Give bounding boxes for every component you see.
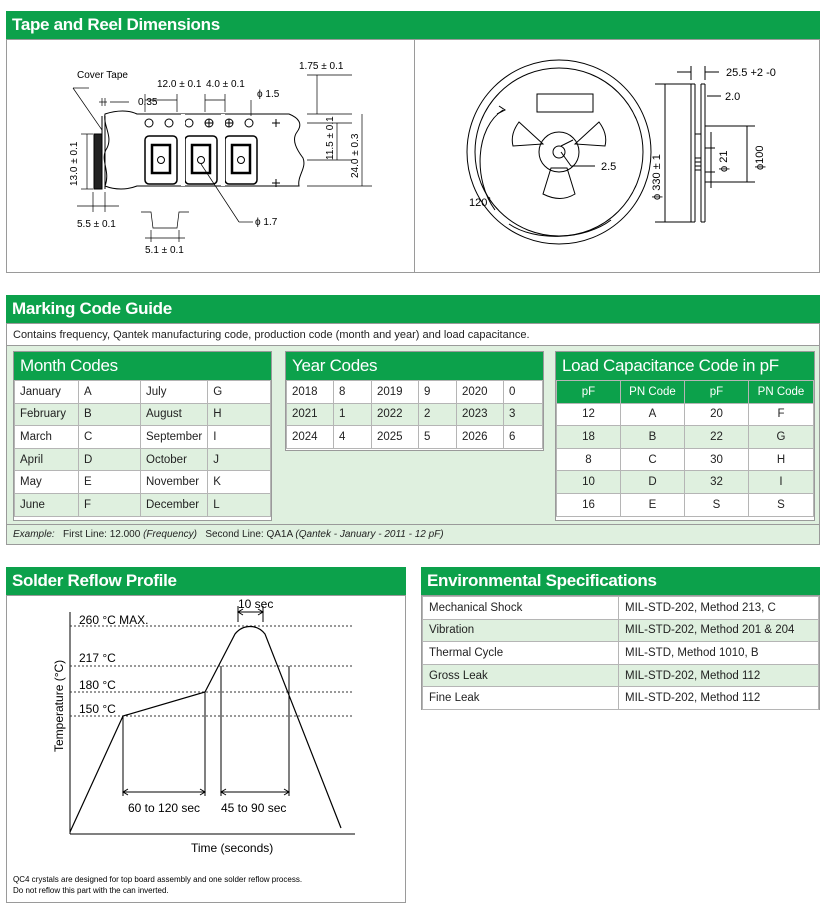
month-codes-cell: July (141, 381, 208, 404)
month-codes-row (15, 493, 271, 516)
reflow-note-2: Do not reflow this part with the can inverted. (13, 886, 169, 895)
load-cap-cell: H (749, 448, 814, 471)
year-codes-cell: 0 (504, 381, 543, 404)
month-codes-cell: November (141, 471, 208, 494)
load-cap-column-header: PN Code (621, 381, 685, 404)
year-codes-cell: 3 (504, 403, 543, 426)
label-phi-21: ϕ 21 (718, 150, 730, 172)
month-codes-cell: February (15, 403, 79, 426)
month-codes-cell: June (15, 493, 79, 516)
month-codes-cell: K (208, 471, 271, 494)
label-cover-tape: Cover Tape (77, 70, 128, 81)
month-codes-cell: G (208, 381, 271, 404)
label-preheat: 60 to 120 sec (128, 801, 201, 815)
load-cap-cell: C (621, 448, 685, 471)
label-217: 217 °C (79, 651, 116, 665)
label-12-0: 12.0 ± 0.1 (157, 79, 202, 90)
label-phi-1-7: ϕ 1.7 (255, 217, 278, 228)
load-cap-cell: A (621, 403, 685, 426)
env-header (421, 567, 820, 595)
label-2-5: 2.5 (601, 161, 617, 173)
month-codes-cell: September (141, 426, 208, 449)
month-codes-title: Month Codes (20, 356, 118, 375)
example-first-note: (Frequency) (143, 529, 197, 540)
label-24-0: 24.0 ± 0.3 (350, 133, 361, 178)
label-5-1: 5.1 ± 0.1 (145, 245, 184, 256)
label-11-5: 11.5 ± 0.1 (325, 116, 336, 160)
label-1-75: 1.75 ± 0.1 (299, 61, 344, 72)
month-codes-cell: E (79, 471, 141, 494)
example-second-line: Second Line: QA1A (205, 529, 293, 540)
year-codes-cell: 5 (419, 426, 457, 449)
year-codes-cell: 2022 (372, 403, 419, 426)
year-codes-box (285, 351, 544, 451)
year-codes-cell: 2 (419, 403, 457, 426)
month-codes-cell: C (79, 426, 141, 449)
month-codes-cell: B (79, 403, 141, 426)
load-cap-box (555, 351, 815, 521)
reflow-title: Solder Reflow Profile (12, 571, 177, 590)
reflow-chart (7, 596, 405, 902)
load-cap-cell: 32 (685, 471, 749, 494)
year-codes-row (287, 426, 543, 449)
year-codes-title: Year Codes (292, 356, 378, 375)
month-codes-cell: L (208, 493, 271, 516)
month-codes-row (15, 448, 271, 471)
load-cap-cell: 8 (557, 448, 621, 471)
month-codes-row (15, 403, 271, 426)
load-cap-header-row (557, 381, 814, 404)
month-codes-cell: I (208, 426, 271, 449)
env-cell: Thermal Cycle (423, 642, 619, 665)
month-codes-cell: A (79, 381, 141, 404)
load-cap-title: Load Capacitance Code in pF (562, 356, 779, 375)
label-10-sec: 10 sec (238, 597, 274, 611)
env-title: Environmental Specifications (427, 571, 657, 590)
example-second-note: (Qantek - January - 2011 - 12 pF) (295, 529, 444, 540)
month-codes-cell: F (79, 493, 141, 516)
year-codes-cell: 2025 (372, 426, 419, 449)
env-cell: Mechanical Shock (423, 597, 619, 620)
label-5-5: 5.5 ± 0.1 (77, 219, 116, 230)
year-codes-cell: 2023 (457, 403, 504, 426)
label-25-5: 25.5 +2 -0 (726, 67, 776, 79)
label-180: 180 °C (79, 678, 116, 692)
year-codes-cell: 2021 (287, 403, 334, 426)
load-cap-column-header: pF (557, 381, 621, 404)
month-codes-cell: April (15, 448, 79, 471)
load-cap-cell: I (749, 471, 814, 494)
year-codes-cell: 6 (504, 426, 543, 449)
month-codes-cell: August (141, 403, 208, 426)
month-codes-cell: January (15, 381, 79, 404)
env-panel (421, 595, 820, 710)
year-codes-row (287, 381, 543, 404)
label-4-0: 4.0 ± 0.1 (206, 79, 245, 90)
load-cap-cell: 30 (685, 448, 749, 471)
month-codes-cell: D (79, 448, 141, 471)
year-codes-cell: 9 (419, 381, 457, 404)
load-cap-cell: B (621, 426, 685, 449)
month-codes-cell: J (208, 448, 271, 471)
example-first-line: First Line: 12.000 (63, 529, 141, 540)
month-codes-row (15, 471, 271, 494)
load-cap-row (557, 471, 814, 494)
label-peak: 260 °C MAX. (79, 613, 149, 627)
env-row (423, 597, 819, 620)
load-cap-cell: 12 (557, 403, 621, 426)
marking-example-bar (7, 524, 819, 544)
month-codes-table (14, 380, 271, 517)
month-codes-box (13, 351, 272, 521)
month-codes-cell: December (141, 493, 208, 516)
year-codes-cell: 2026 (457, 426, 504, 449)
marking-description-bar (7, 324, 819, 346)
year-codes-cell: 2018 (287, 381, 334, 404)
year-codes-cell: 1 (334, 403, 372, 426)
load-cap-row (557, 403, 814, 426)
load-cap-column-header: PN Code (749, 381, 814, 404)
label-120-deg: 120˚ (469, 197, 492, 209)
env-table (422, 596, 819, 710)
env-cell: MIL-STD-202, Method 201 & 204 (619, 619, 819, 642)
reflow-header (6, 567, 406, 595)
year-codes-header (286, 352, 543, 380)
load-cap-cell: S (749, 493, 814, 516)
reel-drawing (415, 40, 821, 272)
load-cap-cell: G (749, 426, 814, 449)
load-cap-cell: 20 (685, 403, 749, 426)
label-phi-330: ϕ 330 ± 1 (651, 154, 663, 200)
label-13-0: 13.0 ± 0.1 (69, 141, 80, 186)
load-cap-cell: E (621, 493, 685, 516)
load-cap-header (556, 352, 814, 380)
load-cap-cell: 18 (557, 426, 621, 449)
env-cell: MIL-STD-202, Method 112 (619, 664, 819, 687)
marking-title: Marking Code Guide (12, 299, 172, 318)
tape-reel-panel (6, 39, 820, 273)
tape-reel-header (6, 11, 820, 39)
env-cell: Gross Leak (423, 664, 619, 687)
load-cap-table (556, 380, 814, 517)
env-row (423, 664, 819, 687)
label-phi-1-5: ϕ 1.5 (257, 89, 280, 100)
marking-panel (6, 323, 820, 545)
label-150: 150 °C (79, 702, 116, 716)
env-cell: MIL-STD, Method 1010, B (619, 642, 819, 665)
label-2-0: 2.0 (725, 91, 741, 103)
year-codes-cell: 2020 (457, 381, 504, 404)
env-row (423, 619, 819, 642)
month-codes-row (15, 426, 271, 449)
month-codes-header (14, 352, 271, 380)
year-codes-table (286, 380, 543, 449)
load-cap-cell: 16 (557, 493, 621, 516)
label-0-35: 0.35 (138, 97, 158, 108)
reflow-ylabel: Temperature (°C) (52, 659, 66, 752)
env-cell: MIL-STD-202, Method 213, C (619, 597, 819, 620)
reflow-note-1: QC4 crystals are designed for top board assembly and one solder reflow process. (13, 875, 303, 884)
tape-drawing (7, 40, 413, 272)
load-cap-cell: 22 (685, 426, 749, 449)
month-codes-cell: October (141, 448, 208, 471)
year-codes-cell: 2024 (287, 426, 334, 449)
load-cap-cell: 10 (557, 471, 621, 494)
month-codes-cell: March (15, 426, 79, 449)
load-cap-row (557, 426, 814, 449)
env-row (423, 687, 819, 710)
env-row (423, 642, 819, 665)
year-codes-cell: 8 (334, 381, 372, 404)
reflow-xlabel: Time (seconds) (191, 841, 274, 855)
month-codes-cell: May (15, 471, 79, 494)
load-cap-cell: F (749, 403, 814, 426)
year-codes-cell: 2019 (372, 381, 419, 404)
example-label: Example: (13, 529, 55, 540)
label-reflow-time: 45 to 90 sec (221, 801, 287, 815)
year-codes-row (287, 403, 543, 426)
marking-description: Contains frequency, Qantek manufacturing code, production code (month and year) and load capacitance. (13, 329, 530, 341)
reflow-panel (6, 595, 406, 903)
load-cap-row (557, 493, 814, 516)
env-cell: MIL-STD-202, Method 112 (619, 687, 819, 710)
month-codes-row (15, 381, 271, 404)
tape-reel-title: Tape and Reel Dimensions (12, 15, 220, 34)
env-cell: Vibration (423, 619, 619, 642)
env-cell: Fine Leak (423, 687, 619, 710)
marking-header (6, 295, 820, 323)
month-codes-cell: H (208, 403, 271, 426)
year-codes-cell: 4 (334, 426, 372, 449)
load-cap-row (557, 448, 814, 471)
label-phi-100: ϕ100 (754, 145, 766, 170)
load-cap-cell: D (621, 471, 685, 494)
load-cap-cell: S (685, 493, 749, 516)
load-cap-column-header: pF (685, 381, 749, 404)
